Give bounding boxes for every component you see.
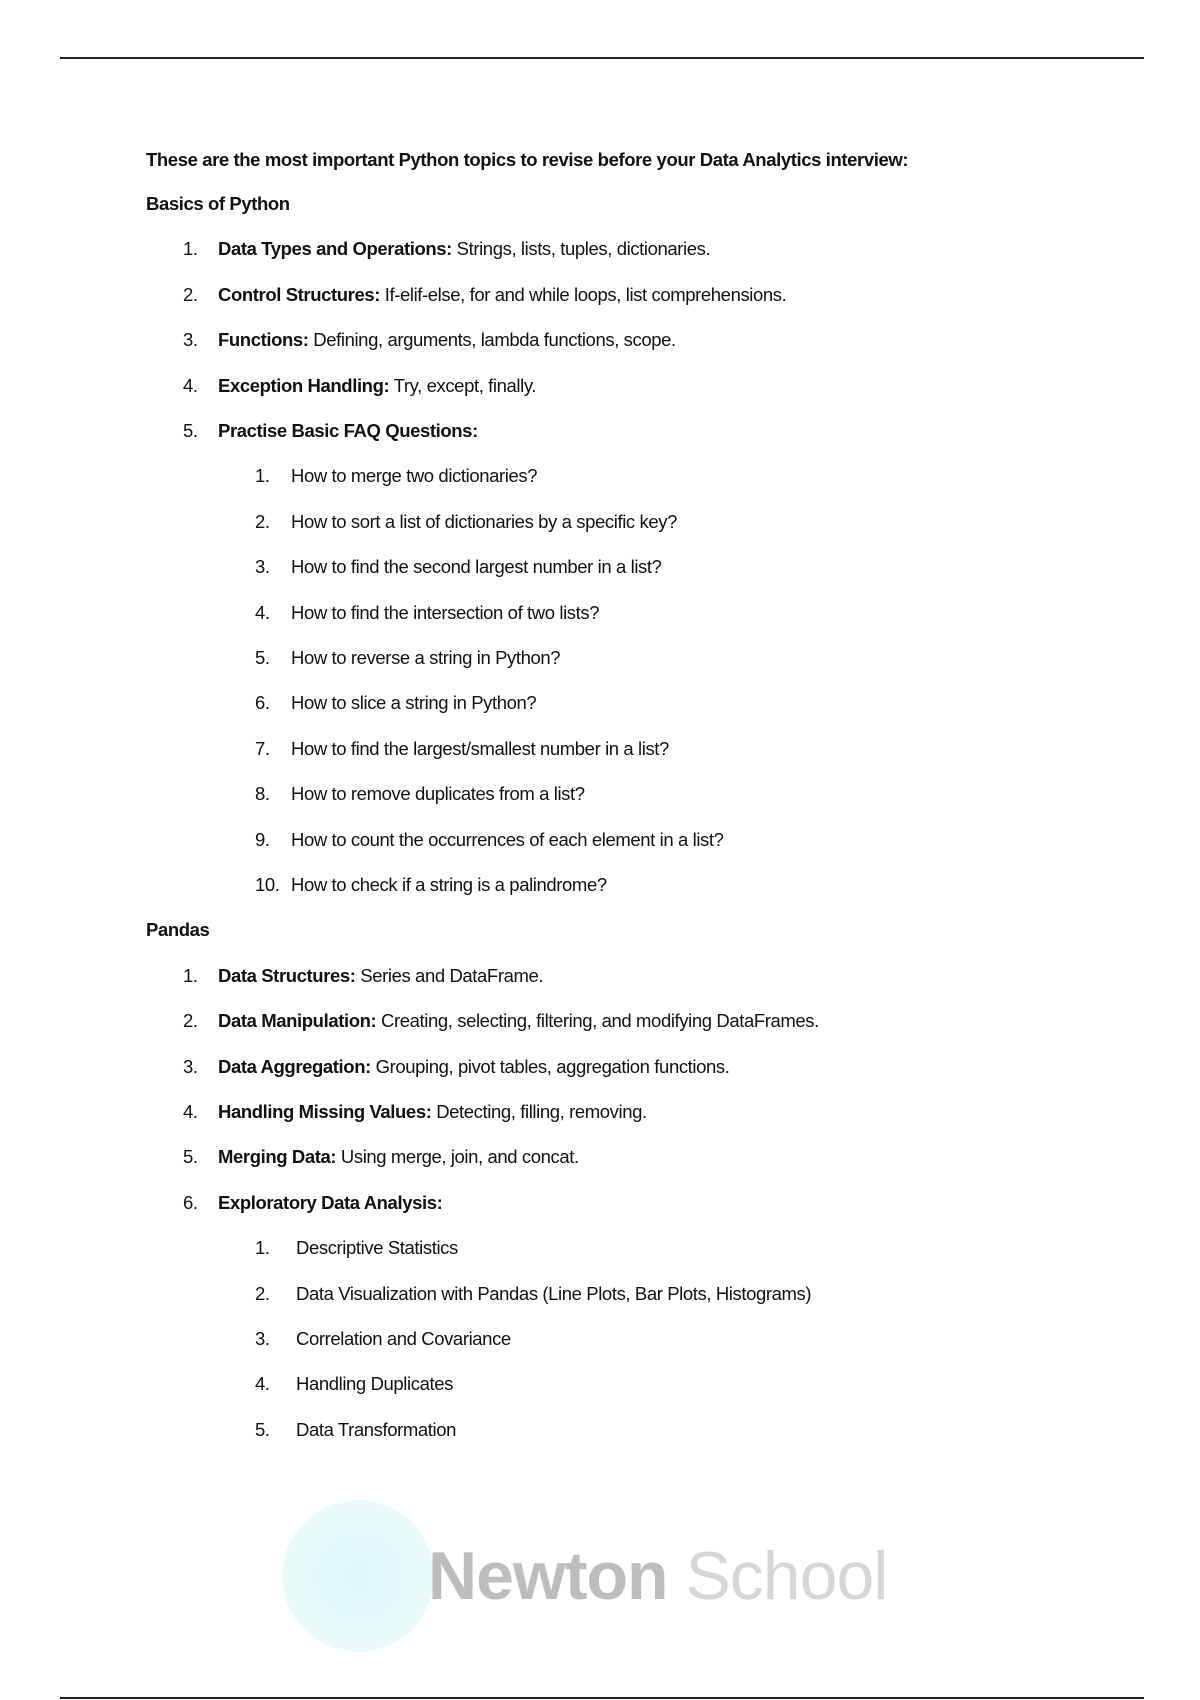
item-text: Detecting, filling, removing. — [431, 1101, 647, 1122]
sub-list-number: 7. — [255, 737, 270, 759]
list-number: 6. — [183, 1191, 198, 1213]
item-label: Data Manipulation: — [218, 1010, 377, 1032]
sub-list-item: How to find the largest/smallest number in a list? — [291, 737, 669, 759]
sub-list-number: 8. — [255, 783, 270, 805]
item-label: Data Aggregation: — [218, 1055, 371, 1077]
list-item — [218, 375, 536, 397]
section-heading — [146, 193, 290, 215]
sub-list-item: How to remove duplicates from a list? — [291, 783, 585, 805]
sub-list-number: 1. — [255, 465, 270, 487]
item-text: Strings, lists, tuples, dictionaries. — [451, 238, 711, 260]
list-item — [218, 284, 786, 306]
sub-list-number: 3. — [255, 1328, 270, 1349]
list-number: 4. — [183, 1101, 198, 1122]
sub-list-item: How to merge two dictionaries? — [291, 465, 538, 487]
item-text: Try, except, finally. — [389, 374, 537, 396]
sub-list-item: Data Transformation — [296, 1418, 457, 1440]
list-item — [218, 1101, 647, 1123]
watermark-word-1: Newton — [428, 1538, 668, 1614]
watermark-logo-circle — [282, 1500, 434, 1652]
sub-list-number: 4. — [255, 601, 270, 623]
list-item — [218, 1056, 730, 1078]
list-item — [218, 1146, 579, 1168]
item-label: Functions: — [218, 329, 309, 351]
list-number: 5. — [183, 1146, 198, 1168]
item-text: Using merge, join, and concat. — [336, 1146, 579, 1168]
list-number: 1. — [183, 238, 198, 260]
section-title: Pandas — [146, 919, 210, 941]
item-label: Handling Missing Values: — [218, 1101, 432, 1122]
sub-list-item: How to reverse a string in Python? — [291, 647, 561, 668]
sub-list-number: 6. — [255, 692, 270, 714]
sub-list-item: How to find the second largest number in a list? — [291, 556, 662, 578]
list-item — [218, 238, 710, 260]
list-item — [218, 965, 543, 987]
item-text: Series and DataFrame. — [355, 964, 544, 986]
list-number: 4. — [183, 374, 198, 396]
item-label: Practise Basic FAQ Questions: — [218, 420, 478, 441]
section-title: Basics of Python — [146, 193, 290, 214]
sub-list-item: Handling Duplicates — [296, 1373, 453, 1395]
sub-list-number: 4. — [255, 1373, 270, 1395]
item-label: Merging Data: — [218, 1146, 337, 1168]
list-item — [218, 1192, 442, 1214]
list-number: 1. — [183, 964, 198, 986]
sub-list-number: 3. — [255, 556, 270, 578]
sub-list-item: How to slice a string in Python? — [291, 692, 537, 714]
sub-list-number: 5. — [255, 1418, 270, 1440]
list-number: 3. — [183, 329, 198, 351]
section-heading — [146, 919, 209, 941]
sub-list-number: 10. — [255, 874, 280, 895]
item-label: Exploratory Data Analysis: — [218, 1191, 443, 1213]
item-text: Defining, arguments, lambda functions, scope. — [308, 329, 676, 351]
item-label: Exception Handling: — [218, 374, 390, 396]
sub-list-number: 5. — [255, 647, 270, 668]
list-number: 2. — [183, 1010, 198, 1032]
list-number: 2. — [183, 283, 198, 305]
sub-list-item: How to check if a string is a palindrome? — [291, 874, 607, 895]
sub-list-item: Descriptive Statistics — [296, 1237, 458, 1259]
list-item — [218, 420, 478, 442]
header-rule — [60, 57, 1144, 59]
sub-list-item: Data Visualization with Pandas (Line Plots, Bar Plots, Histograms) — [296, 1282, 812, 1304]
list-item — [218, 329, 676, 351]
intro-text: These are the most important Python topics to revise before your Data Analytics interview: — [146, 149, 909, 170]
item-text: Grouping, pivot tables, aggregation functions. — [370, 1055, 730, 1077]
sub-list-item: How to find the intersection of two lists? — [291, 601, 600, 623]
list-number: 5. — [183, 420, 198, 441]
sub-list-number: 2. — [255, 510, 270, 532]
item-label: Control Structures: — [218, 283, 380, 305]
item-label: Data Types and Operations: — [218, 238, 452, 260]
sub-list-number: 2. — [255, 1282, 270, 1304]
watermark-word-2: School — [685, 1538, 888, 1614]
intro-heading — [146, 149, 908, 171]
item-label: Data Structures: — [218, 964, 356, 986]
sub-list-number: 1. — [255, 1237, 270, 1259]
sub-list-number: 9. — [255, 828, 270, 850]
list-item — [218, 1010, 819, 1032]
sub-list-item: How to sort a list of dictionaries by a specific key? — [291, 510, 677, 532]
footer-rule — [60, 1697, 1144, 1699]
watermark-logo — [428, 1536, 887, 1616]
list-number: 3. — [183, 1055, 198, 1077]
sub-list-item: Correlation and Covariance — [296, 1328, 511, 1349]
item-text: Creating, selecting, filtering, and modifying DataFrames. — [376, 1010, 819, 1032]
item-text: If-elif-else, for and while loops, list comprehensions. — [380, 283, 787, 305]
sub-list-item: How to count the occurrences of each element in a list? — [291, 828, 724, 850]
